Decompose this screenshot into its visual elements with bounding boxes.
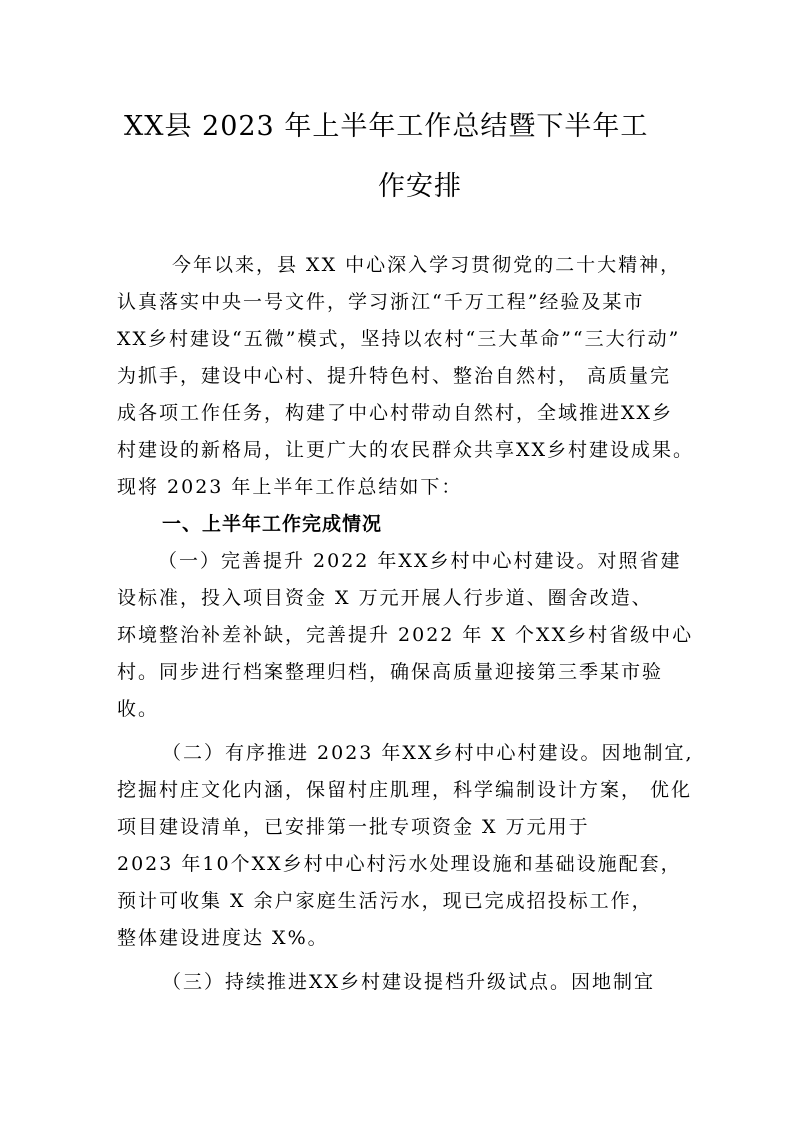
section-heading-1: 一、上半年工作完成情况 [162,513,383,535]
section-1-item-2-line-2: 挖掘村庄文化内涵，保留村庄肌理，科学编制设计方案， 优化 [117,779,693,801]
section-1-item-2-line-6: 整体建设进度达 X%。 [117,927,329,949]
section-1-item-1-line-3: 环境整治补差补缺，完善提升 2022 年 X 个XX乡村省级中心 [117,624,694,646]
document-title-line-2: 作安排 [378,171,462,202]
body-paragraph-1-line-1: 今年以来，县 XX 中心深入学习贯彻党的二十大精神， [172,254,682,276]
section-1-item-1-line-1: （一）完善提升 2022 年XX乡村中心村建设。对照省建 [158,550,682,572]
section-1-item-1-line-4: 村。同步进行档案整理归档，确保高质量迎接第三季某市验 [117,661,664,683]
body-paragraph-1-line-2: 认真落实中央一号文件，学习浙江“千万工程”经验及某市 [117,291,645,313]
body-paragraph-1-line-5: 成各项工作任务，构建了中心村带动自然村，全域推进XX乡 [117,402,674,424]
body-paragraph-1-line-6: 村建设的新格局，让更广大的农民群众共享XX乡村建设成果。 [117,439,695,461]
section-1-item-3-line-1: （三）持续推进XX乡村建设提档升级试点。因地制宜 [162,971,656,993]
section-1-item-2-line-5: 预计可收集 X 余户家庭生活污水，现已完成招投标工作， [117,890,653,912]
section-1-item-1-line-2: 设标准，投入项目资金 X 万元开展人行步道、圈舍改造、 [117,587,653,609]
section-1-item-2-line-3: 项目建设清单，已安排第一批专项资金 X 万元用于 [117,816,590,838]
document-title-line-1: XX县 2023 年上半年工作总结暨下半年工 [124,111,649,142]
section-1-item-1-line-5: 收。 [117,698,160,720]
body-paragraph-1-line-3: XX乡村建设“五微”模式，坚持以农村“三大革命”“三大行动” [117,328,681,350]
section-1-item-2-line-1: （二）有序推进 2023 年XX乡村中心村建设。因地制宜, [162,742,694,764]
body-paragraph-1-line-7: 现将 2023 年上半年工作总结如下： [117,476,463,498]
section-1-item-2-line-4: 2023 年10个XX乡村中心村污水处理设施和基础设施配套， [117,853,682,875]
body-paragraph-1-line-4: 为抓手，建设中心村、提升特色村、整治自然村， 高质量完 [117,365,672,387]
